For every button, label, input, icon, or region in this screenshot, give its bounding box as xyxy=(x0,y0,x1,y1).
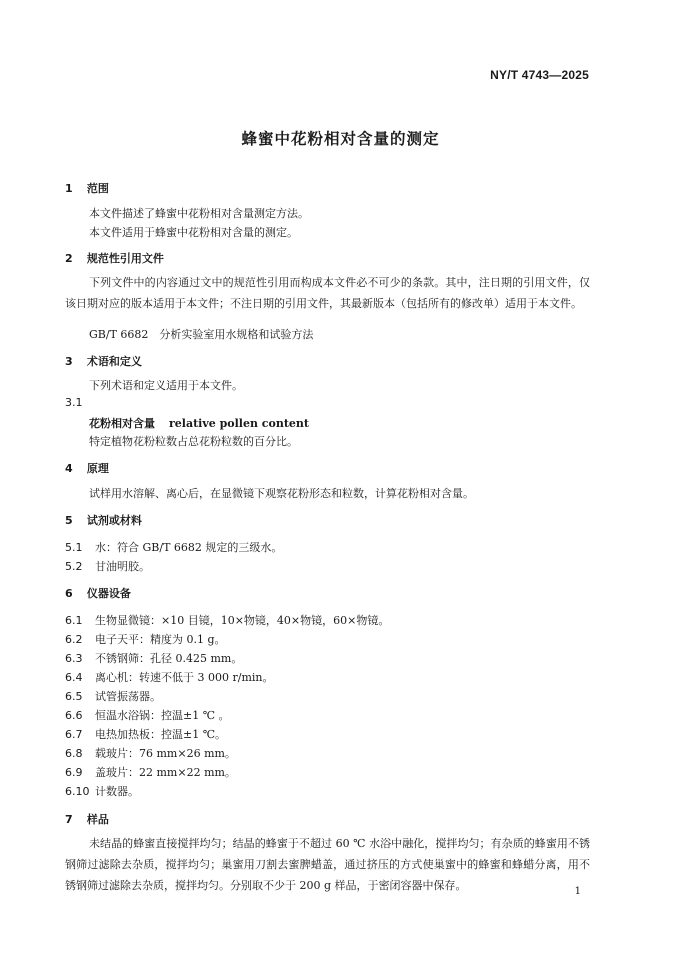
apparatus-item xyxy=(65,707,230,723)
section-6-heading xyxy=(65,585,131,601)
terms-intro: 下列术语和定义适用于本文件。 xyxy=(89,379,243,392)
item-text: 载玻片：76 mm×26 mm。 xyxy=(95,747,236,760)
section-1-heading xyxy=(65,180,109,196)
section-title: 原理 xyxy=(86,462,109,475)
item-text: 水：符合 GB/T 6682 规定的三级水。 xyxy=(95,541,283,554)
apparatus-item xyxy=(65,783,139,799)
section-title: 试剂或材料 xyxy=(86,514,142,527)
section-number: 3 xyxy=(65,355,73,368)
item-number: 6.4 xyxy=(65,671,83,684)
section-number: 7 xyxy=(65,813,73,826)
section-title: 规范性引用文件 xyxy=(86,252,164,265)
section-7-heading xyxy=(65,811,109,827)
apparatus-item xyxy=(65,688,161,704)
item-number: 6.6 xyxy=(65,709,83,722)
apparatus-item xyxy=(65,631,226,647)
reagent-item xyxy=(65,558,150,574)
section-number: 2 xyxy=(65,252,73,265)
reagent-item xyxy=(65,539,282,555)
item-text: 恒温水浴锅：控温±1 ℃ 。 xyxy=(95,709,230,722)
principle-text: 试样用水溶解、离心后，在显微镜下观察花粉形态和粒数，计算花粉相对含量。 xyxy=(89,487,474,500)
apparatus-item xyxy=(65,745,236,761)
section-4-heading xyxy=(65,460,109,476)
item-text: 不锈钢筛：孔径 0.425 mm。 xyxy=(95,652,243,665)
item-number: 6.10 xyxy=(65,785,90,798)
apparatus-item xyxy=(65,764,236,780)
reference-gb-t-6682: GB/T 6682 分析实验室用水规格和试验方法 xyxy=(89,328,314,341)
item-number: 5.1 xyxy=(65,541,83,554)
section-number: 4 xyxy=(65,462,73,475)
item-text: 甘油明胶。 xyxy=(95,560,150,573)
item-text: 生物显微镜：×10 目镜，10×物镜，40×物镜，60×物镜。 xyxy=(95,614,390,627)
apparatus-item xyxy=(65,650,242,666)
apparatus-item xyxy=(65,612,389,628)
standard-code: NY/T 4743—2025 xyxy=(490,68,589,82)
term-entry xyxy=(89,415,309,431)
item-text: 电子天平：精度为 0.1 g。 xyxy=(95,633,226,646)
sample-paragraph: 未结晶的蜂蜜直接搅拌均匀；结晶的蜂蜜于不超过 60 ℃ 水浴中融化，搅拌均匀；有杂质的蜂蜜用不锈钢筛过滤除去杂质，搅拌均匀；巢蜜用刀割去蜜脾蜡盖，通过挤压的方式使巢蜜中的蜂蜜和蜂蜡分离，用不锈钢筛过滤除去杂质，搅拌均匀。分别取不少于 200 g 样品，于密闭容器中保存。 xyxy=(65,837,590,892)
item-number: 6.8 xyxy=(65,747,83,760)
item-number: 6.7 xyxy=(65,728,83,741)
section-3-heading xyxy=(65,353,142,369)
item-number: 5.2 xyxy=(65,560,83,573)
page-number: 1 xyxy=(574,886,581,897)
item-text: 电热加热板：控温±1 ℃。 xyxy=(95,728,227,741)
term-definition: 特定植物花粉粒数占总花粉粒数的百分比。 xyxy=(89,435,298,448)
section-2-heading xyxy=(65,250,164,266)
term-chinese: 花粉相对含量 xyxy=(89,417,155,430)
scope-line-2: 本文件适用于蜂蜜中花粉相对含量的测定。 xyxy=(89,226,298,239)
section-title: 样品 xyxy=(86,813,109,826)
section-5-heading xyxy=(65,512,142,528)
apparatus-item xyxy=(65,726,226,742)
scope-line-1: 本文件描述了蜂蜜中花粉相对含量测定方法。 xyxy=(89,207,309,220)
item-number: 6.5 xyxy=(65,690,83,703)
document-title: 蜂蜜中花粉相对含量的测定 xyxy=(241,130,440,148)
apparatus-item xyxy=(65,669,273,685)
item-text: 计数器。 xyxy=(95,785,139,798)
section-title: 仪器设备 xyxy=(86,587,131,600)
section-number: 1 xyxy=(65,182,73,195)
item-text: 盖玻片：22 mm×22 mm。 xyxy=(95,766,236,779)
item-number: 6.1 xyxy=(65,614,83,627)
section-number: 5 xyxy=(65,514,73,527)
section-number: 6 xyxy=(65,587,73,600)
item-number: 6.9 xyxy=(65,766,83,779)
section-title: 术语和定义 xyxy=(86,355,142,368)
item-text: 试管振荡器。 xyxy=(95,690,161,703)
item-number: 6.2 xyxy=(65,633,83,646)
term-number: 3.1 xyxy=(65,396,83,409)
item-text: 离心机：转速不低于 3 000 r/min。 xyxy=(95,671,274,684)
normative-references-paragraph: 下列文件中的内容通过文中的规范性引用而构成本文件必不可少的条款。其中，注日期的引用文件，仅该日期对应的版本适用于本文件；不注日期的引用文件，其最新版本（包括所有的修改单）适用于本文件。 xyxy=(65,276,590,310)
term-english: relative pollen content xyxy=(169,417,309,430)
section-title: 范围 xyxy=(86,182,109,195)
item-number: 6.3 xyxy=(65,652,83,665)
